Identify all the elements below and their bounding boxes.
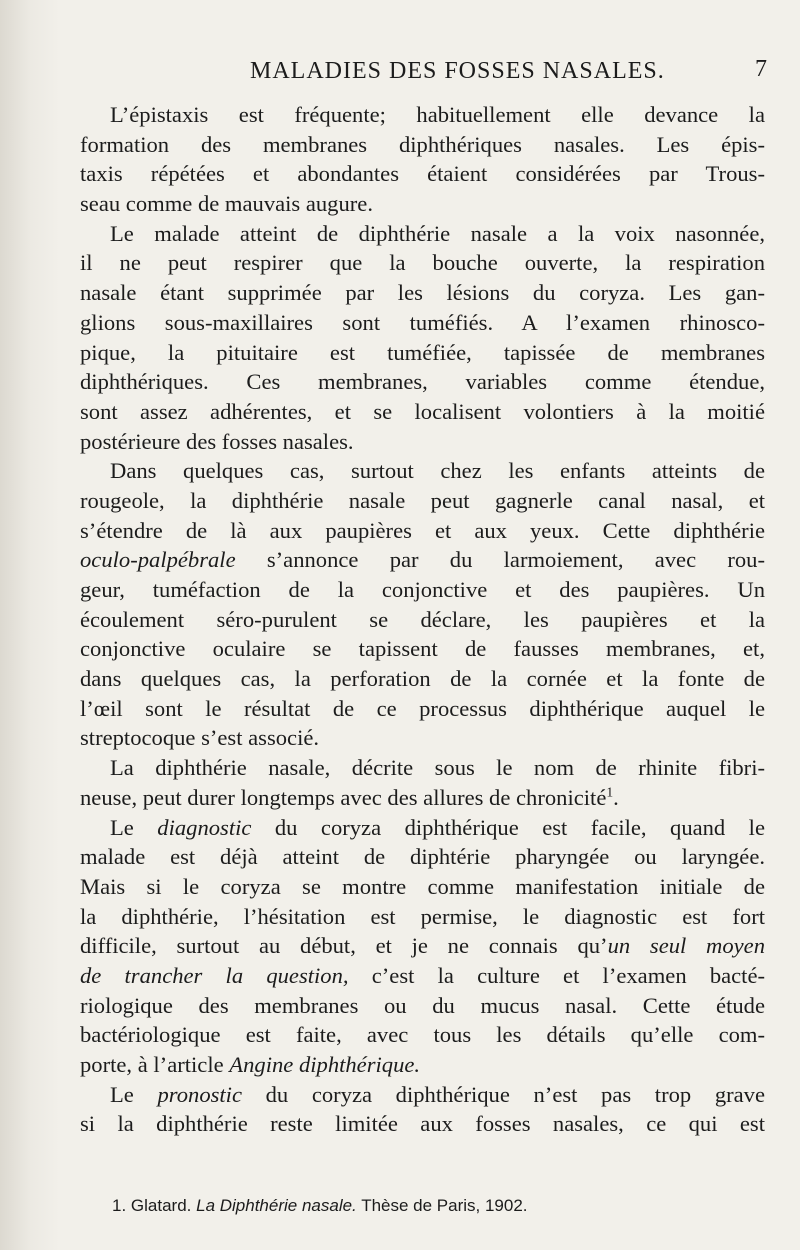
- text-line: sont assez adhérentes, et se localisent volontiers à la moitié: [80, 398, 765, 424]
- text-fragment: du coryza diphthérique n’est pas trop grave: [242, 1081, 765, 1107]
- text-fragment: .: [613, 784, 619, 810]
- footnote-title: La Diphthérie nasale.: [196, 1196, 357, 1215]
- text-line: nasale étant supprimée par les lésions du coryza. Les gan-: [80, 280, 765, 306]
- text-line: Mais si le coryza se montre comme manifestation initiale de: [80, 873, 765, 899]
- text-fragment: Le: [110, 814, 158, 840]
- text-line: il ne peut respirer que la bouche ouverte, la respiration: [80, 250, 765, 276]
- text-line: glions sous-maxillaires sont tuméfiés. A l’examen rhinosco-: [80, 309, 765, 335]
- text-line: geur, tuméfaction de la conjonctive et des paupières. Un: [80, 577, 765, 602]
- text-line: postérieure des fosses nasales.: [80, 428, 354, 454]
- italic-term: pronostic: [157, 1081, 242, 1107]
- italic-term: Angine diphthérique.: [229, 1052, 421, 1077]
- text-line: s’étendre de là aux paupières et aux yeux. Cette diphthérie: [80, 517, 765, 543]
- text-line: conjonctive oculaire se tapissent de fausses membranes, et,: [80, 636, 765, 662]
- footnote-details: Thèse de Paris, 1902.: [356, 1196, 528, 1215]
- text-line: Le malade atteint de diphthérie nasale a la voix nasonnée,: [110, 220, 765, 246]
- text-line: malade est déjà atteint de diphtérie pharyngée ou laryngée.: [80, 844, 765, 870]
- italic-term: oculo-palpébrale: [80, 547, 236, 573]
- text-line: riologique des membranes ou du mucus nasal. Cette étude: [80, 992, 765, 1018]
- text-line: [80, 813, 765, 843]
- text-fragment: difficile, surtout au début, et je ne connais qu’: [80, 933, 608, 959]
- text-line: pique, la pituitaire est tuméfiée, tapissée de membranes: [80, 339, 765, 365]
- text-line: écoulement séro-purulent se déclare, les paupières et la: [80, 606, 765, 632]
- text-line: la diphthérie, l’hésitation est permise, le diagnostic est fort: [80, 903, 765, 929]
- footnote-marker: 1.: [112, 1196, 127, 1215]
- text-fragment: neuse, peut durer longtemps avec des allures de chronicité: [80, 784, 607, 810]
- text-line: [80, 961, 765, 991]
- italic-term: diagnostic: [157, 814, 252, 840]
- text-line: La diphthérie nasale, décrite sous le nom de rhinite fibri-: [110, 755, 765, 781]
- text-fragment: c’est la culture et l’examen bacté-: [348, 962, 765, 988]
- text-line: Dans quelques cas, surtout chez les enfants atteints de: [110, 458, 765, 484]
- italic-term: un seul moyen: [607, 933, 765, 959]
- text-line: diphthériques. Ces membranes, variables comme étendue,: [80, 369, 765, 395]
- text-line: streptocoque s’est associé.: [80, 725, 320, 751]
- text-line: l’œil sont le résultat de ce processus diphthérique auquel le: [80, 695, 765, 721]
- text-fragment: du coryza diphthérique est facile, quand le: [251, 814, 765, 840]
- text-line: bactériologique est faite, avec tous les détails qu’elle com-: [80, 1022, 765, 1048]
- text-line: taxis répétées et abondantes étaient considérées par Trous-: [80, 161, 765, 187]
- text-fragment: Le: [110, 1081, 158, 1107]
- italic-term: de trancher la question,: [80, 962, 349, 988]
- text-line: seau comme de mauvais augure.: [80, 191, 373, 217]
- text-fragment: s’annonce par du larmoiement, avec rou-: [235, 547, 765, 573]
- text-line: [80, 1080, 765, 1110]
- footnote: [112, 1196, 528, 1216]
- text-line: dans quelques cas, la perforation de la cornée et la fonte de: [80, 666, 765, 692]
- text-line: [80, 931, 765, 961]
- page-header: [0, 50, 800, 90]
- text-line: L’épistaxis est fréquente; habituellement elle devance la: [110, 102, 765, 127]
- text-line: rougeole, la diphthérie nasale peut gagnerle canal nasal, et: [80, 487, 765, 513]
- text-line: [80, 1050, 765, 1080]
- page-number: 7: [755, 56, 767, 82]
- footnote-reference[interactable]: 1: [606, 784, 614, 800]
- text-line: [80, 545, 765, 575]
- text-line: si la diphthérie reste limitée aux fosses nasales, ce qui est: [80, 1111, 765, 1137]
- text-fragment: porte, à l’article: [80, 1052, 230, 1077]
- body-text: [80, 100, 765, 1139]
- text-line: formation des membranes diphthériques nasales. Les épis-: [80, 131, 765, 157]
- text-line: [80, 783, 765, 813]
- running-title: MALADIES DES FOSSES NASALES.: [250, 58, 665, 84]
- footnote-author: Glatard.: [126, 1196, 197, 1215]
